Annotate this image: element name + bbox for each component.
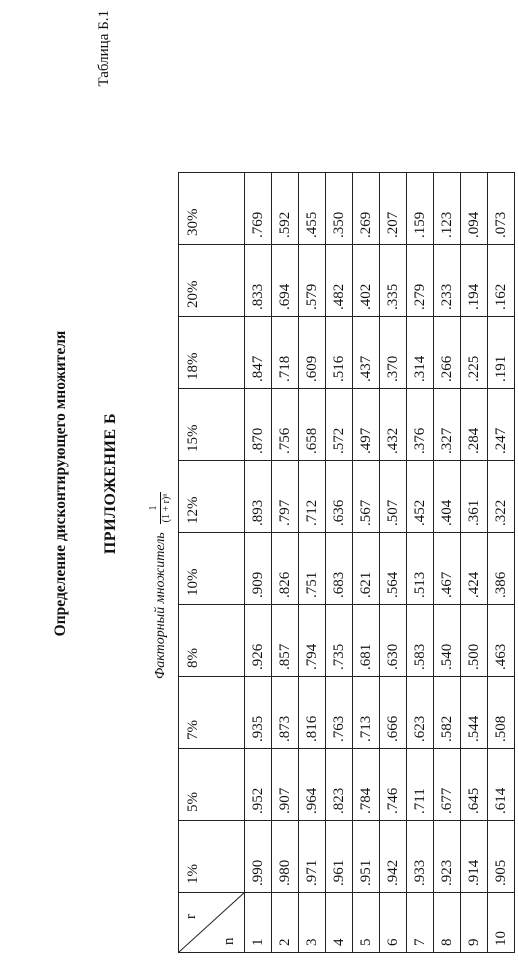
factor-cell: .797: [272, 461, 299, 533]
factor-cell: .711: [407, 749, 434, 821]
factor-cell: .951: [353, 821, 380, 893]
factor-cell: .314: [407, 317, 434, 389]
factor-cell: .873: [272, 677, 299, 749]
rate-header: 10%: [179, 533, 245, 605]
factor-cell: .540: [434, 605, 461, 677]
factor-cell: .907: [272, 749, 299, 821]
factor-cell: .623: [407, 677, 434, 749]
period-cell: 2: [272, 893, 299, 953]
factor-cell: .376: [407, 389, 434, 461]
factor-cell: .233: [434, 245, 461, 317]
factor-cell: .746: [380, 749, 407, 821]
factor-cell: .923: [434, 821, 461, 893]
factor-cell: .225: [461, 317, 488, 389]
discount-factor-table-wrap: [178, 172, 515, 953]
factor-cell: .194: [461, 245, 488, 317]
table-row: [272, 173, 299, 953]
rate-header: 1%: [179, 821, 245, 893]
factor-cell: .207: [380, 173, 407, 245]
rate-header: 30%: [179, 173, 245, 245]
factor-cell: .350: [326, 173, 353, 245]
factor-cell: .327: [434, 389, 461, 461]
factor-cell: .437: [353, 317, 380, 389]
rate-header: 5%: [179, 749, 245, 821]
factor-cell: .712: [299, 461, 326, 533]
factor-cell: .159: [407, 173, 434, 245]
factor-cell: .191: [488, 317, 515, 389]
factor-cell: .980: [272, 821, 299, 893]
table-row: [299, 173, 326, 953]
caption-text: Факторный множитель: [152, 532, 168, 679]
table-row: [461, 173, 488, 953]
factor-cell: .284: [461, 389, 488, 461]
factor-cell: .847: [245, 317, 272, 389]
factor-cell: .909: [245, 533, 272, 605]
factor-cell: .266: [434, 317, 461, 389]
factor-cell: .823: [326, 749, 353, 821]
discount-factor-table: [178, 172, 515, 953]
period-cell: 10: [488, 893, 515, 953]
factor-cell: .508: [488, 677, 515, 749]
factor-cell: .322: [488, 461, 515, 533]
factor-cell: .914: [461, 821, 488, 893]
factor-cell: .933: [407, 821, 434, 893]
formula-caption: [148, 492, 173, 679]
factor-cell: .794: [299, 605, 326, 677]
factor-cell: .463: [488, 605, 515, 677]
factor-cell: .971: [299, 821, 326, 893]
factor-cell: .572: [326, 389, 353, 461]
factor-cell: .942: [380, 821, 407, 893]
factor-cell: .763: [326, 677, 353, 749]
factor-cell: .582: [434, 677, 461, 749]
appendix-title: ПРИЛОЖЕНИЕ Б: [102, 412, 119, 555]
factor-cell: .507: [380, 461, 407, 533]
period-cell: 6: [380, 893, 407, 953]
factor-cell: .769: [245, 173, 272, 245]
factor-cell: .681: [353, 605, 380, 677]
factor-cell: .564: [380, 533, 407, 605]
factor-cell: .123: [434, 173, 461, 245]
table-row: [407, 173, 434, 953]
factor-cell: .905: [488, 821, 515, 893]
period-cell: 5: [353, 893, 380, 953]
rate-header: 8%: [179, 605, 245, 677]
factor-cell: .500: [461, 605, 488, 677]
period-cell: 4: [326, 893, 353, 953]
factor-cell: .935: [245, 677, 272, 749]
factor-cell: .094: [461, 173, 488, 245]
factor-cell: .735: [326, 605, 353, 677]
table-body: [245, 173, 515, 953]
factor-cell: .279: [407, 245, 434, 317]
factor-cell: .952: [245, 749, 272, 821]
factor-cell: .269: [353, 173, 380, 245]
factor-cell: .683: [326, 533, 353, 605]
factor-cell: .592: [272, 173, 299, 245]
factor-cell: .609: [299, 317, 326, 389]
factor-cell: .636: [326, 461, 353, 533]
factor-cell: .645: [461, 749, 488, 821]
period-cell: 9: [461, 893, 488, 953]
discount-formula: [148, 492, 173, 525]
factor-cell: .567: [353, 461, 380, 533]
period-axis-label: n: [221, 937, 237, 945]
table-row: [245, 173, 272, 953]
factor-cell: .073: [488, 173, 515, 245]
factor-cell: .990: [245, 821, 272, 893]
factor-cell: .513: [407, 533, 434, 605]
factor-cell: .482: [326, 245, 353, 317]
factor-cell: .386: [488, 533, 515, 605]
period-cell: 7: [407, 893, 434, 953]
factor-cell: .370: [380, 317, 407, 389]
table-subtitle: Определение дисконтирующего множителя: [52, 330, 69, 637]
factor-cell: .833: [245, 245, 272, 317]
factor-cell: .621: [353, 533, 380, 605]
table-row: [326, 173, 353, 953]
factor-cell: .247: [488, 389, 515, 461]
rate-header: 20%: [179, 245, 245, 317]
rate-axis-label: r: [183, 914, 199, 919]
factor-cell: .614: [488, 749, 515, 821]
factor-cell: .455: [299, 173, 326, 245]
header-row: [179, 173, 245, 953]
factor-cell: .926: [245, 605, 272, 677]
factor-cell: .677: [434, 749, 461, 821]
factor-cell: .694: [272, 245, 299, 317]
factor-cell: .713: [353, 677, 380, 749]
factor-cell: .630: [380, 605, 407, 677]
factor-cell: .432: [380, 389, 407, 461]
formula-numerator: 1: [148, 505, 159, 511]
factor-cell: .857: [272, 605, 299, 677]
factor-cell: .516: [326, 317, 353, 389]
corner-cell: [179, 893, 245, 953]
factor-cell: .361: [461, 461, 488, 533]
factor-cell: .816: [299, 677, 326, 749]
factor-cell: .666: [380, 677, 407, 749]
factor-cell: .658: [299, 389, 326, 461]
factor-cell: .751: [299, 533, 326, 605]
rate-header: 18%: [179, 317, 245, 389]
factor-cell: .467: [434, 533, 461, 605]
table-row: [353, 173, 380, 953]
factor-cell: .826: [272, 533, 299, 605]
factor-cell: .583: [407, 605, 434, 677]
rate-header: 15%: [179, 389, 245, 461]
factor-cell: .961: [326, 821, 353, 893]
table-row: [434, 173, 461, 953]
factor-cell: .756: [272, 389, 299, 461]
table-row: [380, 173, 407, 953]
period-cell: 1: [245, 893, 272, 953]
rate-header: 12%: [179, 461, 245, 533]
factor-cell: .335: [380, 245, 407, 317]
table-label: Таблица Б.1: [96, 10, 112, 87]
factor-cell: .964: [299, 749, 326, 821]
factor-cell: .452: [407, 461, 434, 533]
period-cell: 8: [434, 893, 461, 953]
factor-cell: .424: [461, 533, 488, 605]
factor-cell: .404: [434, 461, 461, 533]
factor-cell: .718: [272, 317, 299, 389]
table-row: [488, 173, 515, 953]
factor-cell: .784: [353, 749, 380, 821]
factor-cell: .544: [461, 677, 488, 749]
rate-header: 7%: [179, 677, 245, 749]
factor-cell: .497: [353, 389, 380, 461]
factor-cell: .893: [245, 461, 272, 533]
factor-cell: .162: [488, 245, 515, 317]
factor-cell: .402: [353, 245, 380, 317]
formula-denominator: (1 + r)ⁿ: [161, 493, 172, 523]
factor-cell: .870: [245, 389, 272, 461]
period-cell: 3: [299, 893, 326, 953]
factor-cell: .579: [299, 245, 326, 317]
